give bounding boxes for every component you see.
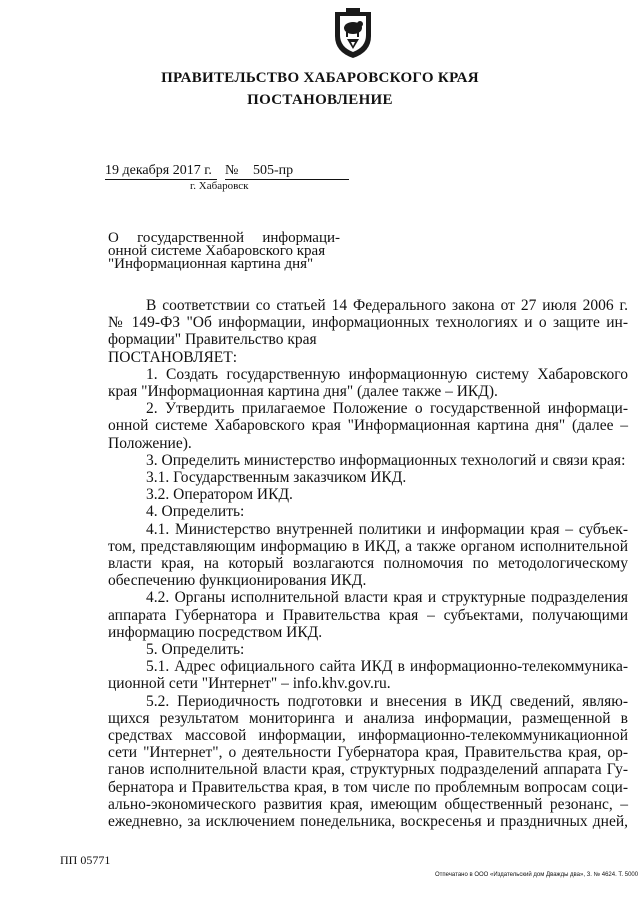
- document-city: г. Хабаровск: [190, 180, 249, 192]
- body-line: 3.1. Государственным заказчиком ИКД.: [146, 469, 407, 487]
- body-line: ально-экономического развития края, имеющим общественный резонанс, –: [108, 795, 628, 813]
- title-line: О государственной информаци-: [108, 230, 340, 246]
- body-line: № 149-ФЗ "Об информации, информационных технологиях и о защите ин-: [108, 314, 628, 332]
- body-line: ганов исполнительной власти края, структурных подразделений аппарата Гу-: [108, 761, 628, 779]
- number-sign: №: [225, 163, 247, 180]
- body-line: сети "Интернет", о деятельности Губернатора края, Правительства края, ор-: [108, 744, 628, 762]
- body-line: В соответствии со статьей 14 Федерального закона от 27 июля 2006 г.: [146, 297, 628, 314]
- body-line: 4.1. Министерство внутренней политики и информации края – субъек-: [146, 520, 628, 538]
- document-type: ПОСТАНОВЛЕНИЕ: [247, 92, 393, 108]
- body-line: формации" Правительство края: [108, 331, 317, 349]
- body-line: информацию посредством ИКД.: [108, 623, 323, 641]
- body-line: власти края, на который возлагаются полномочия по методологическому: [108, 555, 628, 573]
- body-line: онной системе Хабаровского края "Информационная картина дня" (далее –: [108, 417, 628, 435]
- body-line: 5.1. Адрес официального сайта ИКД в информационно-телекоммуника-: [146, 658, 628, 676]
- body-line: ежедневно, за исключением понедельника, воскресенья и праздничных дней,: [108, 813, 628, 831]
- title-line: онной системе Хабаровского края: [108, 243, 326, 259]
- document-date: 19 декабря 2017 г.: [105, 163, 217, 180]
- date-number-line: [105, 163, 349, 180]
- body-line: 5.2. Периодичность подготовки и внесения в ИКД сведений, являю-: [146, 692, 628, 710]
- title-line: "Информационная картина дня": [108, 256, 314, 272]
- document-body: [108, 297, 628, 830]
- body-line: 3. Определить министерство информационных технологий и связи края:: [146, 451, 626, 469]
- body-line: обеспечению функционирования ИКД.: [108, 572, 367, 590]
- document-title: [108, 232, 340, 271]
- body-line: том, представляющим информацию в ИКД, а также органом исполнительной: [108, 537, 628, 555]
- body-line: ПОСТАНОВЛЯЕТ:: [108, 348, 238, 366]
- document-number: 505-пр: [247, 163, 349, 180]
- body-line: 4.2. Органы исполнительной власти края и структурные подразделения: [146, 589, 628, 607]
- body-line: ционной сети "Интернет" – info.khv.gov.ru.: [108, 675, 391, 693]
- government-name: ПРАВИТЕЛЬСТВО ХАБАРОВСКОГО КРАЯ: [161, 70, 479, 86]
- body-line: края "Информационная картина дня" (далее также – ИКД).: [108, 383, 498, 401]
- body-line: 3.2. Оператором ИКД.: [146, 486, 293, 504]
- body-line: бернатора и Правительства края, в том числе по проблемным вопросам соци-: [108, 778, 628, 796]
- body-line: средствах массовой информации, информационно-телекоммуникационной: [108, 727, 628, 745]
- body-line: 1. Создать государственную информационную систему Хабаровского: [146, 365, 628, 383]
- body-line: Положение).: [108, 434, 192, 452]
- printing-note: Отпечатано в ООО «Издательский дом Дважды два», З. № 4624. Т. 5000: [435, 872, 639, 878]
- document-code: ПП 05771: [60, 853, 111, 867]
- body-line: щихся результатом мониторинга и анализа информации, размещенной в: [108, 709, 628, 727]
- khabarovsk-krai-emblem-icon: [331, 6, 375, 60]
- body-line: 5. Определить:: [146, 641, 245, 659]
- body-line: аппарата Губернатора и Правительства края – субъектами, получающими: [108, 606, 628, 624]
- body-line: 2. Утвердить прилагаемое Положение о государственной информаци-: [146, 400, 628, 418]
- body-line: 4. Определить:: [146, 503, 245, 521]
